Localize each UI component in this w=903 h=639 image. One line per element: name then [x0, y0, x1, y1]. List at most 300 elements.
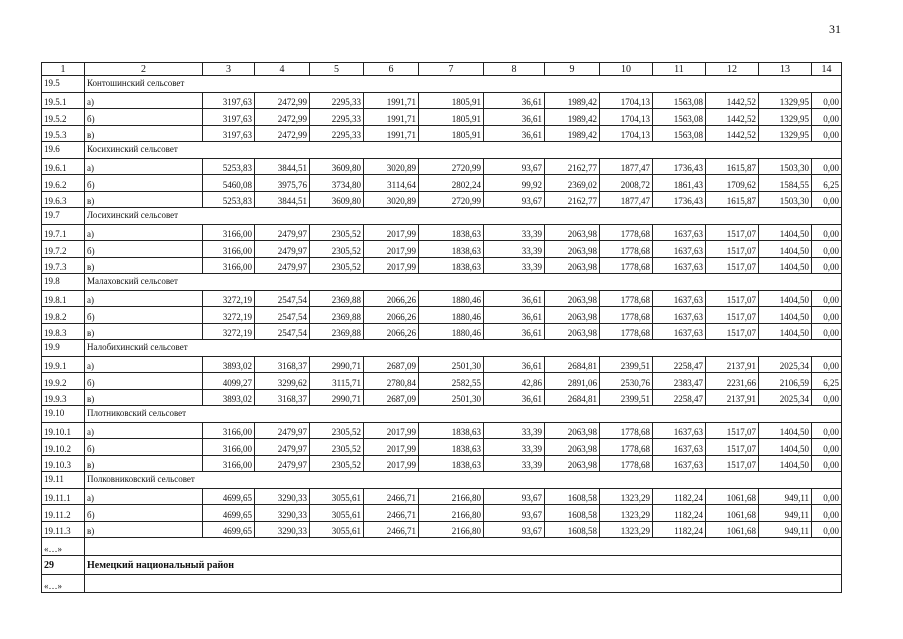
- value-cell: 36,61: [484, 307, 545, 324]
- row-label: в): [85, 389, 203, 406]
- section-row: [42, 472, 842, 489]
- value-cell: 1805,91: [419, 125, 484, 142]
- value-cell: 949,11: [759, 521, 812, 538]
- table-row: [42, 439, 842, 456]
- value-cell: 0,00: [812, 224, 842, 241]
- omission-fill: [85, 538, 842, 556]
- value-cell: 2472,99: [255, 109, 310, 126]
- value-cell: 4099,27: [203, 373, 255, 390]
- value-cell: 949,11: [759, 488, 812, 505]
- value-cell: 2066,26: [364, 290, 419, 307]
- row-label: б): [85, 505, 203, 522]
- table-row: [42, 92, 842, 109]
- value-cell: 93,67: [484, 488, 545, 505]
- value-cell: 1637,63: [653, 439, 706, 456]
- value-cell: 2466,71: [364, 505, 419, 522]
- value-cell: 1323,29: [600, 505, 653, 522]
- row-label: а): [85, 488, 203, 505]
- table-row: [42, 488, 842, 505]
- value-cell: 0,00: [812, 92, 842, 109]
- omission-row: [42, 575, 842, 593]
- value-cell: 5253,83: [203, 158, 255, 175]
- value-cell: 2305,52: [310, 439, 364, 456]
- value-cell: 0,00: [812, 241, 842, 258]
- value-cell: 2137,91: [706, 389, 759, 406]
- row-label: б): [85, 109, 203, 126]
- value-cell: 33,39: [484, 422, 545, 439]
- value-cell: 2106,59: [759, 373, 812, 390]
- value-cell: 2399,51: [600, 356, 653, 373]
- value-cell: 3168,37: [255, 389, 310, 406]
- value-cell: 3055,61: [310, 505, 364, 522]
- value-cell: 2017,99: [364, 439, 419, 456]
- value-cell: 1061,68: [706, 505, 759, 522]
- value-cell: 1608,58: [545, 505, 600, 522]
- district-title: Немецкий национальный район: [85, 556, 842, 575]
- header-cell: 14: [812, 63, 842, 76]
- row-code: 19.11.3: [42, 521, 85, 538]
- value-cell: 1061,68: [706, 488, 759, 505]
- value-cell: 2891,06: [545, 373, 600, 390]
- row-code: 19.7.3: [42, 257, 85, 274]
- header-cell: 13: [759, 63, 812, 76]
- page-number: 31: [829, 22, 841, 36]
- value-cell: 1838,63: [419, 455, 484, 472]
- value-cell: 1404,50: [759, 422, 812, 439]
- value-cell: 1503,30: [759, 158, 812, 175]
- value-cell: 1517,07: [706, 241, 759, 258]
- table-row: [42, 125, 842, 142]
- value-cell: 1778,68: [600, 224, 653, 241]
- value-cell: 1329,95: [759, 109, 812, 126]
- value-cell: 3166,00: [203, 257, 255, 274]
- value-cell: 36,61: [484, 109, 545, 126]
- header-cell: 4: [255, 63, 310, 76]
- header-cell: 10: [600, 63, 653, 76]
- value-cell: 1563,08: [653, 125, 706, 142]
- value-cell: 1637,63: [653, 307, 706, 324]
- section-code: 19.8: [42, 274, 85, 291]
- value-cell: 2063,98: [545, 257, 600, 274]
- value-cell: 33,39: [484, 257, 545, 274]
- value-cell: 0,00: [812, 307, 842, 324]
- table-row: [42, 191, 842, 208]
- value-cell: 2990,71: [310, 389, 364, 406]
- section-title: Лосихинский сельсовет: [85, 208, 842, 225]
- header-cell: 6: [364, 63, 419, 76]
- value-cell: 1637,63: [653, 241, 706, 258]
- header-cell: 8: [484, 63, 545, 76]
- table-row: [42, 307, 842, 324]
- value-cell: 2162,77: [545, 191, 600, 208]
- value-cell: 36,61: [484, 290, 545, 307]
- table-row: [42, 422, 842, 439]
- value-cell: 0,00: [812, 257, 842, 274]
- value-cell: 1584,55: [759, 175, 812, 192]
- value-cell: 3020,89: [364, 158, 419, 175]
- section-row: [42, 274, 842, 291]
- value-cell: 93,67: [484, 505, 545, 522]
- value-cell: 2305,52: [310, 224, 364, 241]
- value-cell: 2295,33: [310, 92, 364, 109]
- value-cell: 1838,63: [419, 241, 484, 258]
- row-label: а): [85, 92, 203, 109]
- value-cell: 1880,46: [419, 290, 484, 307]
- header-cell: 3: [203, 63, 255, 76]
- value-cell: 2369,88: [310, 323, 364, 340]
- value-cell: 3290,33: [255, 521, 310, 538]
- table-row: [42, 455, 842, 472]
- value-cell: 1442,52: [706, 109, 759, 126]
- value-cell: 1637,63: [653, 323, 706, 340]
- value-cell: 4699,65: [203, 505, 255, 522]
- value-cell: 4699,65: [203, 488, 255, 505]
- value-cell: 2063,98: [545, 439, 600, 456]
- value-cell: 2166,80: [419, 521, 484, 538]
- value-cell: 2162,77: [545, 158, 600, 175]
- row-code: 19.10.1: [42, 422, 85, 439]
- value-cell: 1877,47: [600, 191, 653, 208]
- row-code: 19.6.1: [42, 158, 85, 175]
- row-code: 19.5.3: [42, 125, 85, 142]
- table-row: [42, 356, 842, 373]
- value-cell: 3166,00: [203, 439, 255, 456]
- row-code: 19.11.1: [42, 488, 85, 505]
- value-cell: 2383,47: [653, 373, 706, 390]
- table-row: [42, 373, 842, 390]
- value-cell: 1778,68: [600, 257, 653, 274]
- value-cell: 1989,42: [545, 92, 600, 109]
- value-cell: 1323,29: [600, 488, 653, 505]
- value-cell: 2479,97: [255, 455, 310, 472]
- value-cell: 1563,08: [653, 109, 706, 126]
- value-cell: 3272,19: [203, 323, 255, 340]
- value-cell: 6,25: [812, 175, 842, 192]
- value-cell: 1517,07: [706, 224, 759, 241]
- value-cell: 1329,95: [759, 92, 812, 109]
- value-cell: 2025,34: [759, 389, 812, 406]
- value-cell: 1838,63: [419, 422, 484, 439]
- value-cell: 0,00: [812, 439, 842, 456]
- value-cell: 0,00: [812, 109, 842, 126]
- value-cell: 2479,97: [255, 422, 310, 439]
- value-cell: 2720,99: [419, 158, 484, 175]
- value-cell: 2472,99: [255, 92, 310, 109]
- row-label: б): [85, 373, 203, 390]
- value-cell: 2501,30: [419, 389, 484, 406]
- district-code: 29: [42, 556, 85, 575]
- value-cell: 1805,91: [419, 92, 484, 109]
- row-label: в): [85, 455, 203, 472]
- header-cell: 12: [706, 63, 759, 76]
- row-label: а): [85, 422, 203, 439]
- value-cell: 1517,07: [706, 290, 759, 307]
- table-row: [42, 389, 842, 406]
- header-cell: 9: [545, 63, 600, 76]
- row-code: 19.8.1: [42, 290, 85, 307]
- value-cell: 1182,24: [653, 505, 706, 522]
- value-cell: 1404,50: [759, 290, 812, 307]
- value-cell: 1503,30: [759, 191, 812, 208]
- value-cell: 2017,99: [364, 422, 419, 439]
- value-cell: 2017,99: [364, 224, 419, 241]
- value-cell: 2066,26: [364, 307, 419, 324]
- value-cell: 2305,52: [310, 241, 364, 258]
- value-cell: 1608,58: [545, 488, 600, 505]
- value-cell: 3197,63: [203, 125, 255, 142]
- section-code: 19.5: [42, 76, 85, 93]
- value-cell: 2063,98: [545, 290, 600, 307]
- value-cell: 1182,24: [653, 521, 706, 538]
- value-cell: 3114,64: [364, 175, 419, 192]
- value-cell: 1517,07: [706, 422, 759, 439]
- section-code: 19.9: [42, 340, 85, 357]
- value-cell: 2258,47: [653, 356, 706, 373]
- value-cell: 0,00: [812, 521, 842, 538]
- value-cell: 2547,54: [255, 307, 310, 324]
- section-row: [42, 142, 842, 159]
- section-code: 19.10: [42, 406, 85, 423]
- table-row: [42, 323, 842, 340]
- value-cell: 2258,47: [653, 389, 706, 406]
- value-cell: 3844,51: [255, 191, 310, 208]
- value-cell: 1517,07: [706, 257, 759, 274]
- value-cell: 36,61: [484, 125, 545, 142]
- row-code: 19.11.2: [42, 505, 85, 522]
- value-cell: 3197,63: [203, 109, 255, 126]
- value-cell: 1736,43: [653, 191, 706, 208]
- row-label: б): [85, 307, 203, 324]
- value-cell: 2479,97: [255, 241, 310, 258]
- value-cell: 33,39: [484, 224, 545, 241]
- value-cell: 3020,89: [364, 191, 419, 208]
- value-cell: 1704,13: [600, 125, 653, 142]
- value-cell: 1061,68: [706, 521, 759, 538]
- value-cell: 1615,87: [706, 158, 759, 175]
- value-cell: 2369,88: [310, 307, 364, 324]
- value-cell: 2547,54: [255, 323, 310, 340]
- value-cell: 1989,42: [545, 125, 600, 142]
- value-cell: 1778,68: [600, 323, 653, 340]
- value-cell: 1709,62: [706, 175, 759, 192]
- value-cell: 2137,91: [706, 356, 759, 373]
- value-cell: 3893,02: [203, 356, 255, 373]
- value-cell: 2687,09: [364, 389, 419, 406]
- omission-fill: [85, 575, 842, 593]
- value-cell: 3055,61: [310, 521, 364, 538]
- value-cell: 3290,33: [255, 505, 310, 522]
- value-cell: 1991,71: [364, 109, 419, 126]
- value-cell: 2530,76: [600, 373, 653, 390]
- value-cell: 2017,99: [364, 241, 419, 258]
- value-cell: 3197,63: [203, 92, 255, 109]
- value-cell: 1877,47: [600, 158, 653, 175]
- value-cell: 0,00: [812, 356, 842, 373]
- table-row: [42, 158, 842, 175]
- value-cell: 3272,19: [203, 290, 255, 307]
- value-cell: 2582,55: [419, 373, 484, 390]
- value-cell: 1991,71: [364, 125, 419, 142]
- value-cell: 0,00: [812, 505, 842, 522]
- value-cell: 33,39: [484, 455, 545, 472]
- value-cell: 1989,42: [545, 109, 600, 126]
- value-cell: 2305,52: [310, 422, 364, 439]
- value-cell: 2017,99: [364, 257, 419, 274]
- table-row: [42, 290, 842, 307]
- value-cell: 2479,97: [255, 224, 310, 241]
- value-cell: 2501,30: [419, 356, 484, 373]
- value-cell: 2369,02: [545, 175, 600, 192]
- value-cell: 3166,00: [203, 241, 255, 258]
- value-cell: 2399,51: [600, 389, 653, 406]
- value-cell: 3166,00: [203, 224, 255, 241]
- value-cell: 99,92: [484, 175, 545, 192]
- value-cell: 0,00: [812, 422, 842, 439]
- value-cell: 2295,33: [310, 109, 364, 126]
- omission-row: [42, 538, 842, 556]
- table-body: [42, 63, 842, 593]
- value-cell: 1442,52: [706, 125, 759, 142]
- value-cell: 2008,72: [600, 175, 653, 192]
- value-cell: 1637,63: [653, 290, 706, 307]
- row-code: 19.6.3: [42, 191, 85, 208]
- section-title: Полковниковский сельсовет: [85, 472, 842, 489]
- value-cell: 2802,24: [419, 175, 484, 192]
- value-cell: 2479,97: [255, 439, 310, 456]
- value-cell: 2472,99: [255, 125, 310, 142]
- value-cell: 5460,08: [203, 175, 255, 192]
- value-cell: 2466,71: [364, 488, 419, 505]
- value-cell: 2720,99: [419, 191, 484, 208]
- value-cell: 6,25: [812, 373, 842, 390]
- table-row: [42, 175, 842, 192]
- value-cell: 2466,71: [364, 521, 419, 538]
- value-cell: 3290,33: [255, 488, 310, 505]
- value-cell: 1778,68: [600, 290, 653, 307]
- value-cell: 3299,62: [255, 373, 310, 390]
- row-code: 19.8.2: [42, 307, 85, 324]
- value-cell: 2063,98: [545, 455, 600, 472]
- value-cell: 1838,63: [419, 439, 484, 456]
- value-cell: 33,39: [484, 241, 545, 258]
- row-code: 19.9.2: [42, 373, 85, 390]
- section-code: 19.6: [42, 142, 85, 159]
- table-row: [42, 109, 842, 126]
- value-cell: 2684,81: [545, 389, 600, 406]
- row-label: а): [85, 158, 203, 175]
- value-cell: 1404,50: [759, 257, 812, 274]
- header-cell: 11: [653, 63, 706, 76]
- value-cell: 949,11: [759, 505, 812, 522]
- value-cell: 2687,09: [364, 356, 419, 373]
- value-cell: 0,00: [812, 323, 842, 340]
- value-cell: 1778,68: [600, 307, 653, 324]
- value-cell: 2063,98: [545, 323, 600, 340]
- row-code: 19.7.1: [42, 224, 85, 241]
- value-cell: 0,00: [812, 125, 842, 142]
- value-cell: 36,61: [484, 323, 545, 340]
- row-code: 19.7.2: [42, 241, 85, 258]
- value-cell: 1608,58: [545, 521, 600, 538]
- row-code: 19.5.2: [42, 109, 85, 126]
- value-cell: 3272,19: [203, 307, 255, 324]
- value-cell: 2305,52: [310, 257, 364, 274]
- value-cell: 42,86: [484, 373, 545, 390]
- value-cell: 1637,63: [653, 422, 706, 439]
- value-cell: 1991,71: [364, 92, 419, 109]
- column-numbers-row: [42, 63, 842, 76]
- value-cell: 2547,54: [255, 290, 310, 307]
- value-cell: 93,67: [484, 158, 545, 175]
- value-cell: 2780,84: [364, 373, 419, 390]
- value-cell: 2063,98: [545, 422, 600, 439]
- section-row: [42, 76, 842, 93]
- row-label: в): [85, 323, 203, 340]
- tariff-table: [41, 62, 842, 593]
- row-code: 19.9.3: [42, 389, 85, 406]
- value-cell: 1704,13: [600, 109, 653, 126]
- value-cell: 1778,68: [600, 455, 653, 472]
- value-cell: 2066,26: [364, 323, 419, 340]
- value-cell: 1563,08: [653, 92, 706, 109]
- value-cell: 1880,46: [419, 307, 484, 324]
- value-cell: 1778,68: [600, 439, 653, 456]
- value-cell: 1637,63: [653, 257, 706, 274]
- value-cell: 93,67: [484, 521, 545, 538]
- row-code: 19.10.2: [42, 439, 85, 456]
- value-cell: 1880,46: [419, 323, 484, 340]
- section-title: Малаховский сельсовет: [85, 274, 842, 291]
- value-cell: 0,00: [812, 455, 842, 472]
- value-cell: 1637,63: [653, 224, 706, 241]
- value-cell: 3975,76: [255, 175, 310, 192]
- section-title: Налобихинский сельсовет: [85, 340, 842, 357]
- value-cell: 1838,63: [419, 224, 484, 241]
- value-cell: 3168,37: [255, 356, 310, 373]
- value-cell: 1778,68: [600, 422, 653, 439]
- value-cell: 1329,95: [759, 125, 812, 142]
- value-cell: 1404,50: [759, 455, 812, 472]
- header-cell: 5: [310, 63, 364, 76]
- value-cell: 1404,50: [759, 323, 812, 340]
- section-title: Косихинский сельсовет: [85, 142, 842, 159]
- row-label: в): [85, 125, 203, 142]
- value-cell: 2025,34: [759, 356, 812, 373]
- value-cell: 2990,71: [310, 356, 364, 373]
- value-cell: 1323,29: [600, 521, 653, 538]
- value-cell: 0,00: [812, 191, 842, 208]
- value-cell: 1404,50: [759, 307, 812, 324]
- value-cell: 2166,80: [419, 488, 484, 505]
- omission-marker: «…»: [42, 575, 85, 593]
- row-code: 19.8.3: [42, 323, 85, 340]
- row-label: б): [85, 241, 203, 258]
- table-row: [42, 224, 842, 241]
- value-cell: 3734,80: [310, 175, 364, 192]
- value-cell: 33,39: [484, 439, 545, 456]
- header-cell: 1: [42, 63, 85, 76]
- district-row: [42, 556, 842, 575]
- value-cell: 2166,80: [419, 505, 484, 522]
- value-cell: 1615,87: [706, 191, 759, 208]
- value-cell: 3893,02: [203, 389, 255, 406]
- value-cell: 1517,07: [706, 323, 759, 340]
- value-cell: 1182,24: [653, 488, 706, 505]
- value-cell: 1404,50: [759, 224, 812, 241]
- row-code: 19.5.1: [42, 92, 85, 109]
- table-row: [42, 505, 842, 522]
- value-cell: 1805,91: [419, 109, 484, 126]
